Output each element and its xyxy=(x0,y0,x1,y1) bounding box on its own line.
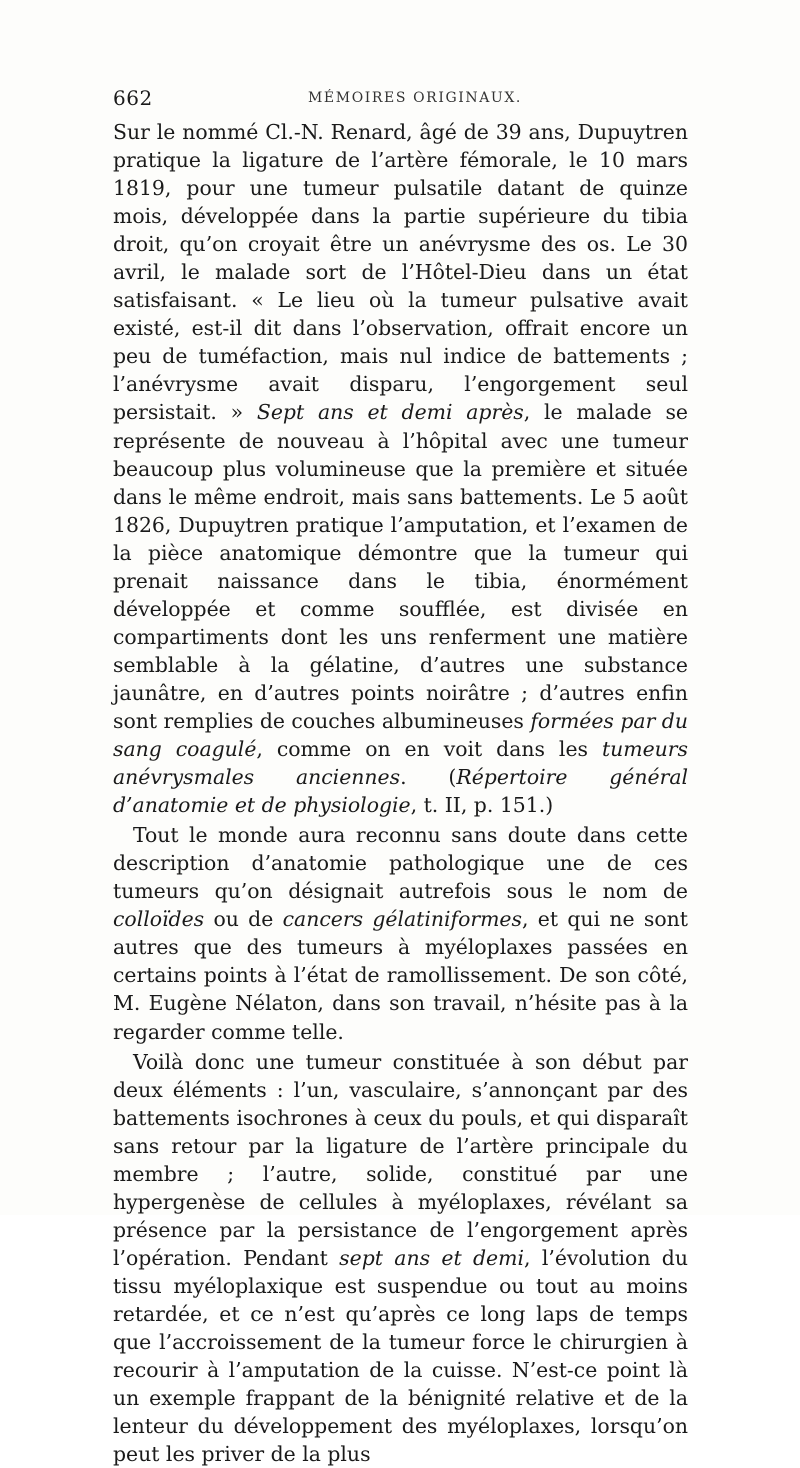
text-run: . ( xyxy=(400,765,457,790)
text-run: , t. II, p. 151.) xyxy=(410,793,554,818)
section-title: MÉMOIRES ORIGINAUX. xyxy=(308,90,522,106)
text-run: , et qui ne sont autres que des tumeurs à myéloplaxes passées en certains points à l’état de ramollissement. De son côté, M. Eugène Nélaton, dans son travail, n’hésite pas à la regarder comme telle. xyxy=(113,907,688,1044)
text-run: , l’évolution du tissu myéloplaxique est suspendue ou tout au moins retardée, et ce n’est qu’après ce long laps de temps que l’accroissement de la tumeur force le chirurgien à recourir à l’amputation de la cuisse. N’est-ce point là un exemple frappant de la bénignité relative et de la lenteur du développement des myéloplaxes, lorsqu’on peut les priver de la plus xyxy=(113,1245,688,1467)
running-head xyxy=(113,86,688,116)
body-text xyxy=(113,118,688,1468)
text-run: , comme on en voit dans les xyxy=(256,737,602,762)
paragraph-colloid-tumors xyxy=(113,821,688,1045)
italic-text: tumeurs anévrysmales anciennes xyxy=(113,737,689,790)
text-run: Sur le nommé Cl.-N. Renard, âgé de 39 ans, Dupuytren pratique la ligature de l’artère fémorale, le 10 mars 1819, pour une tumeur pulsatile datant de quinze mois, développée dans la partie supérieure du tibia droit, qu’on croyait être un anévrysme des os. Le 30 avril, le malade sort de l’Hôtel-Dieu dans un état satisfaisant. « Le lieu où la tumeur pulsative avait existé, est-il dit dans l’observation, offrait encore un peu de tuméfaction, mais nul indice de battements ; l’anévrysme avait disparu, l’engorgement seul persistait. » xyxy=(113,120,688,425)
italic-text: Répertoire général d’anatomie et de physiologie xyxy=(113,765,689,818)
text-run: , le malade se représente de nouveau à l’hôpital avec une tumeur beaucoup plus volumineuse que la première et située dans le même endroit, mais sans battements. Le 5 août 1826, Dupuytren pratique l’amputation, et l’examen de la pièce anatomique démontre que la tumeur qui prenait naissance dans le tibia, énormément développée et comme soufflée, est divisée en compartiments dont les uns renferment une matière semblable à la gélatine, d’autres une substance jaunâtre, en d’autres points noirâtre ; d’autres enfin sont remplies de couches albumineuses xyxy=(113,400,688,733)
italic-text: sept ans et demi xyxy=(339,1245,524,1270)
paragraph-renard-case xyxy=(113,118,688,819)
text-run: Tout le monde aura reconnu sans doute dans cette description d’anatomie pathologique une de ces tumeurs qu’on désignait autrefois sous le nom de xyxy=(113,823,688,904)
text-run: ou de xyxy=(204,907,283,932)
italic-text: Sept ans et demi après xyxy=(256,400,524,425)
page-number: 662 xyxy=(113,86,153,110)
text-run: Voilà donc une tumeur constituée à son début par deux éléments : l’un, vasculaire, s’annonçant par des battements isochrones à ceux du pouls, et qui disparaît sans retour par la ligature de l’artère principale du membre ; l’autre, solide, constitué par une hypergenèse de cellules à myéloplaxes, révélant sa présence par la persistance de l’engorgement après l’opération. Pendant xyxy=(113,1049,688,1270)
italic-text: colloïdes xyxy=(113,907,205,932)
italic-text: formées par du sang coagulé xyxy=(113,708,688,762)
paragraph-tumor-evolution xyxy=(113,1048,688,1468)
italic-text: cancers gélatiniformes xyxy=(282,907,522,932)
